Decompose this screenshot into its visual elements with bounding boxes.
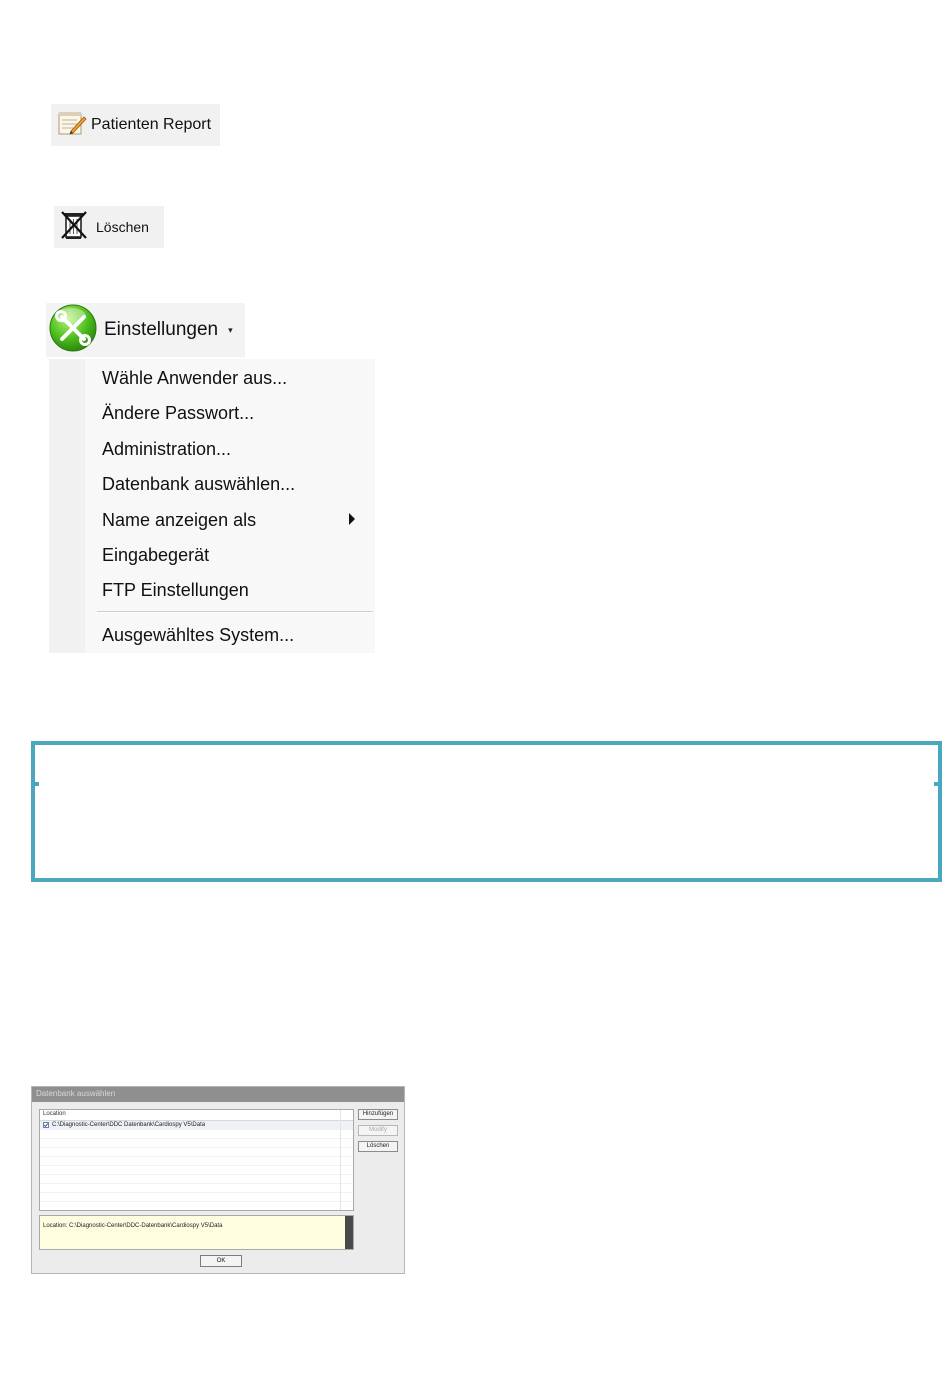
- patienten-report-label: Patienten Report: [91, 116, 212, 133]
- menu-item-select-database[interactable]: Datenbank auswählen...: [102, 474, 296, 494]
- menu-item-select-user[interactable]: Wähle Anwender aus...: [102, 368, 288, 388]
- ok-button[interactable]: OK: [200, 1255, 242, 1267]
- dialog-titlebar: [32, 1087, 404, 1102]
- delete-button[interactable]: [54, 206, 164, 248]
- wrench-screwdriver-icon: [48, 303, 98, 358]
- delete-location-button[interactable]: Löschen: [358, 1141, 398, 1152]
- location-info-box: [39, 1215, 354, 1250]
- settings-label: Einstellungen: [104, 319, 219, 340]
- select-database-dialog: [31, 1086, 405, 1274]
- info-scrollbar[interactable]: [345, 1216, 353, 1249]
- settings-dropdown-button[interactable]: [46, 303, 245, 357]
- location-info-text: Location: C:\Diagnostic-Center\DDC-Datenbank\Cardiospy V5\Data: [43, 1223, 223, 1229]
- dialog-title: Datenbank auswählen: [36, 1089, 116, 1098]
- menu-icon-gutter: [49, 359, 85, 653]
- frame-tick-left: [31, 782, 39, 786]
- menu-separator-highlight: [97, 612, 373, 613]
- column-separator: [340, 1110, 341, 1210]
- row-checkbox[interactable]: [43, 1122, 49, 1128]
- settings-menu: [49, 359, 375, 653]
- patienten-report-button[interactable]: [51, 104, 220, 146]
- frame-tick-right: [934, 782, 942, 786]
- menu-item-change-password[interactable]: Ändere Passwort...: [102, 403, 255, 423]
- menu-item-ftp-settings[interactable]: FTP Einstellungen: [102, 580, 249, 600]
- delete-label: Löschen: [96, 219, 149, 235]
- submenu-arrow-icon: [349, 513, 355, 525]
- menu-item-selected-system[interactable]: Ausgewähltes System...: [102, 625, 295, 645]
- chevron-down-icon: ▾: [228, 324, 233, 335]
- menu-item-name-display[interactable]: Name anzeigen als: [102, 510, 257, 530]
- table-row[interactable]: [40, 1121, 353, 1130]
- add-location-button[interactable]: Hinzufügen: [358, 1109, 398, 1120]
- menu-item-administration[interactable]: Administration...: [102, 439, 232, 459]
- location-column-header[interactable]: [40, 1110, 353, 1121]
- notepad-pencil-icon: [57, 109, 87, 142]
- menu-item-input-device[interactable]: Eingabegerät: [102, 545, 210, 565]
- note-frame: [31, 741, 942, 882]
- empty-rows: [40, 1130, 353, 1210]
- row-path: C:\Diagnostic-Center\DDC Datenbank\Cardiospy V5\Data: [52, 1122, 206, 1128]
- location-header-label: Location: [43, 1111, 66, 1117]
- crossed-trash-icon: [60, 210, 88, 245]
- location-list[interactable]: [39, 1109, 354, 1211]
- modify-location-button[interactable]: Modify: [358, 1125, 398, 1136]
